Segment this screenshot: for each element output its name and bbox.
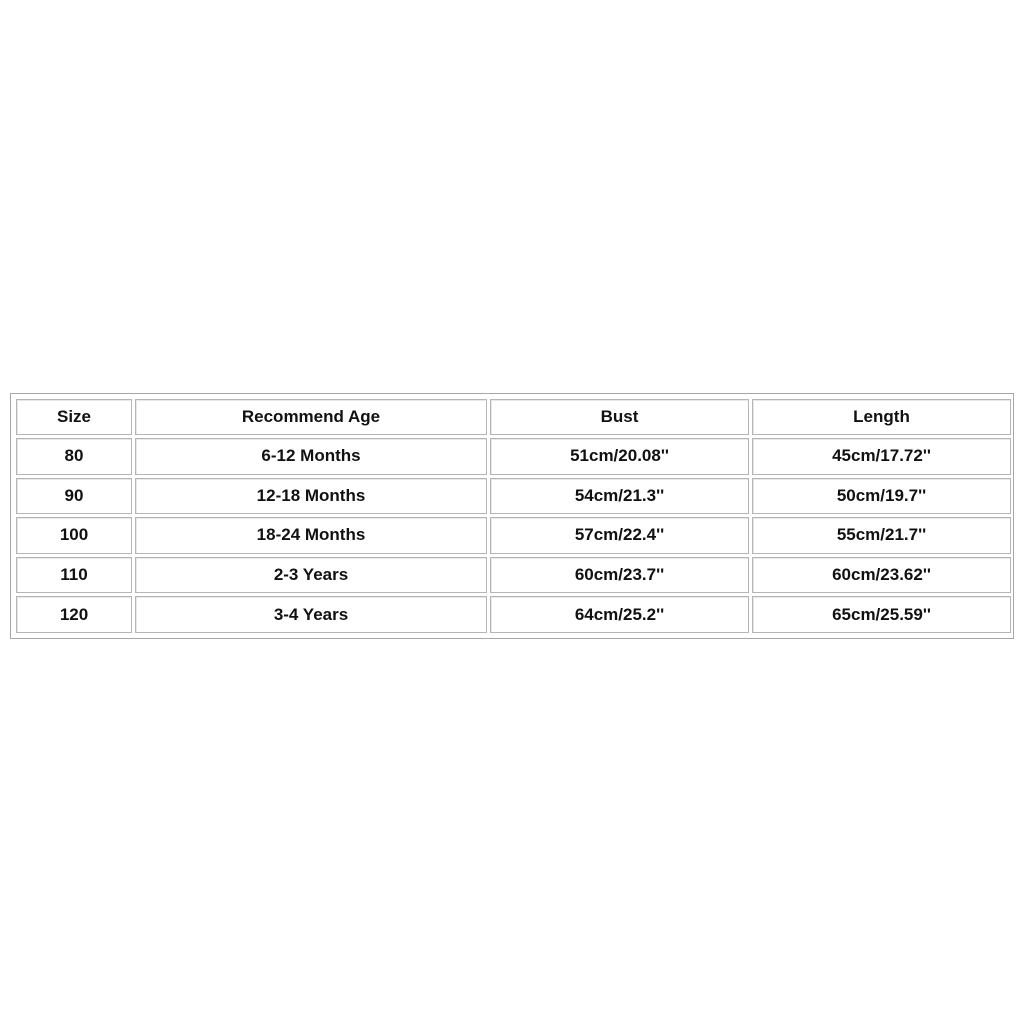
header-length: Length bbox=[752, 399, 1011, 435]
cell-recommend-age: 6-12 Months bbox=[135, 438, 487, 475]
cell-recommend-age: 18-24 Months bbox=[135, 517, 487, 554]
cell-length: 50cm/19.7'' bbox=[752, 478, 1011, 515]
table-row bbox=[16, 438, 1011, 475]
cell-size: 90 bbox=[16, 478, 132, 515]
cell-bust: 51cm/20.08'' bbox=[490, 438, 749, 475]
cell-length: 65cm/25.59'' bbox=[752, 596, 1011, 633]
cell-bust: 60cm/23.7'' bbox=[490, 557, 749, 594]
cell-bust: 57cm/22.4'' bbox=[490, 517, 749, 554]
header-size: Size bbox=[16, 399, 132, 435]
cell-length: 45cm/17.72'' bbox=[752, 438, 1011, 475]
cell-recommend-age: 2-3 Years bbox=[135, 557, 487, 594]
cell-size: 110 bbox=[16, 557, 132, 594]
cell-size: 100 bbox=[16, 517, 132, 554]
header-recommend-age: Recommend Age bbox=[135, 399, 487, 435]
cell-recommend-age: 3-4 Years bbox=[135, 596, 487, 633]
table-row bbox=[16, 478, 1011, 515]
header-bust: Bust bbox=[490, 399, 749, 435]
cell-bust: 54cm/21.3'' bbox=[490, 478, 749, 515]
cell-recommend-age: 12-18 Months bbox=[135, 478, 487, 515]
cell-size: 80 bbox=[16, 438, 132, 475]
cell-size: 120 bbox=[16, 596, 132, 633]
table-row bbox=[16, 596, 1011, 633]
cell-length: 55cm/21.7'' bbox=[752, 517, 1011, 554]
table-row bbox=[16, 557, 1011, 594]
table-row bbox=[16, 517, 1011, 554]
cell-length: 60cm/23.62'' bbox=[752, 557, 1011, 594]
size-chart bbox=[10, 393, 1014, 639]
header-row bbox=[16, 399, 1011, 435]
size-chart-table bbox=[13, 396, 1014, 636]
cell-bust: 64cm/25.2'' bbox=[490, 596, 749, 633]
